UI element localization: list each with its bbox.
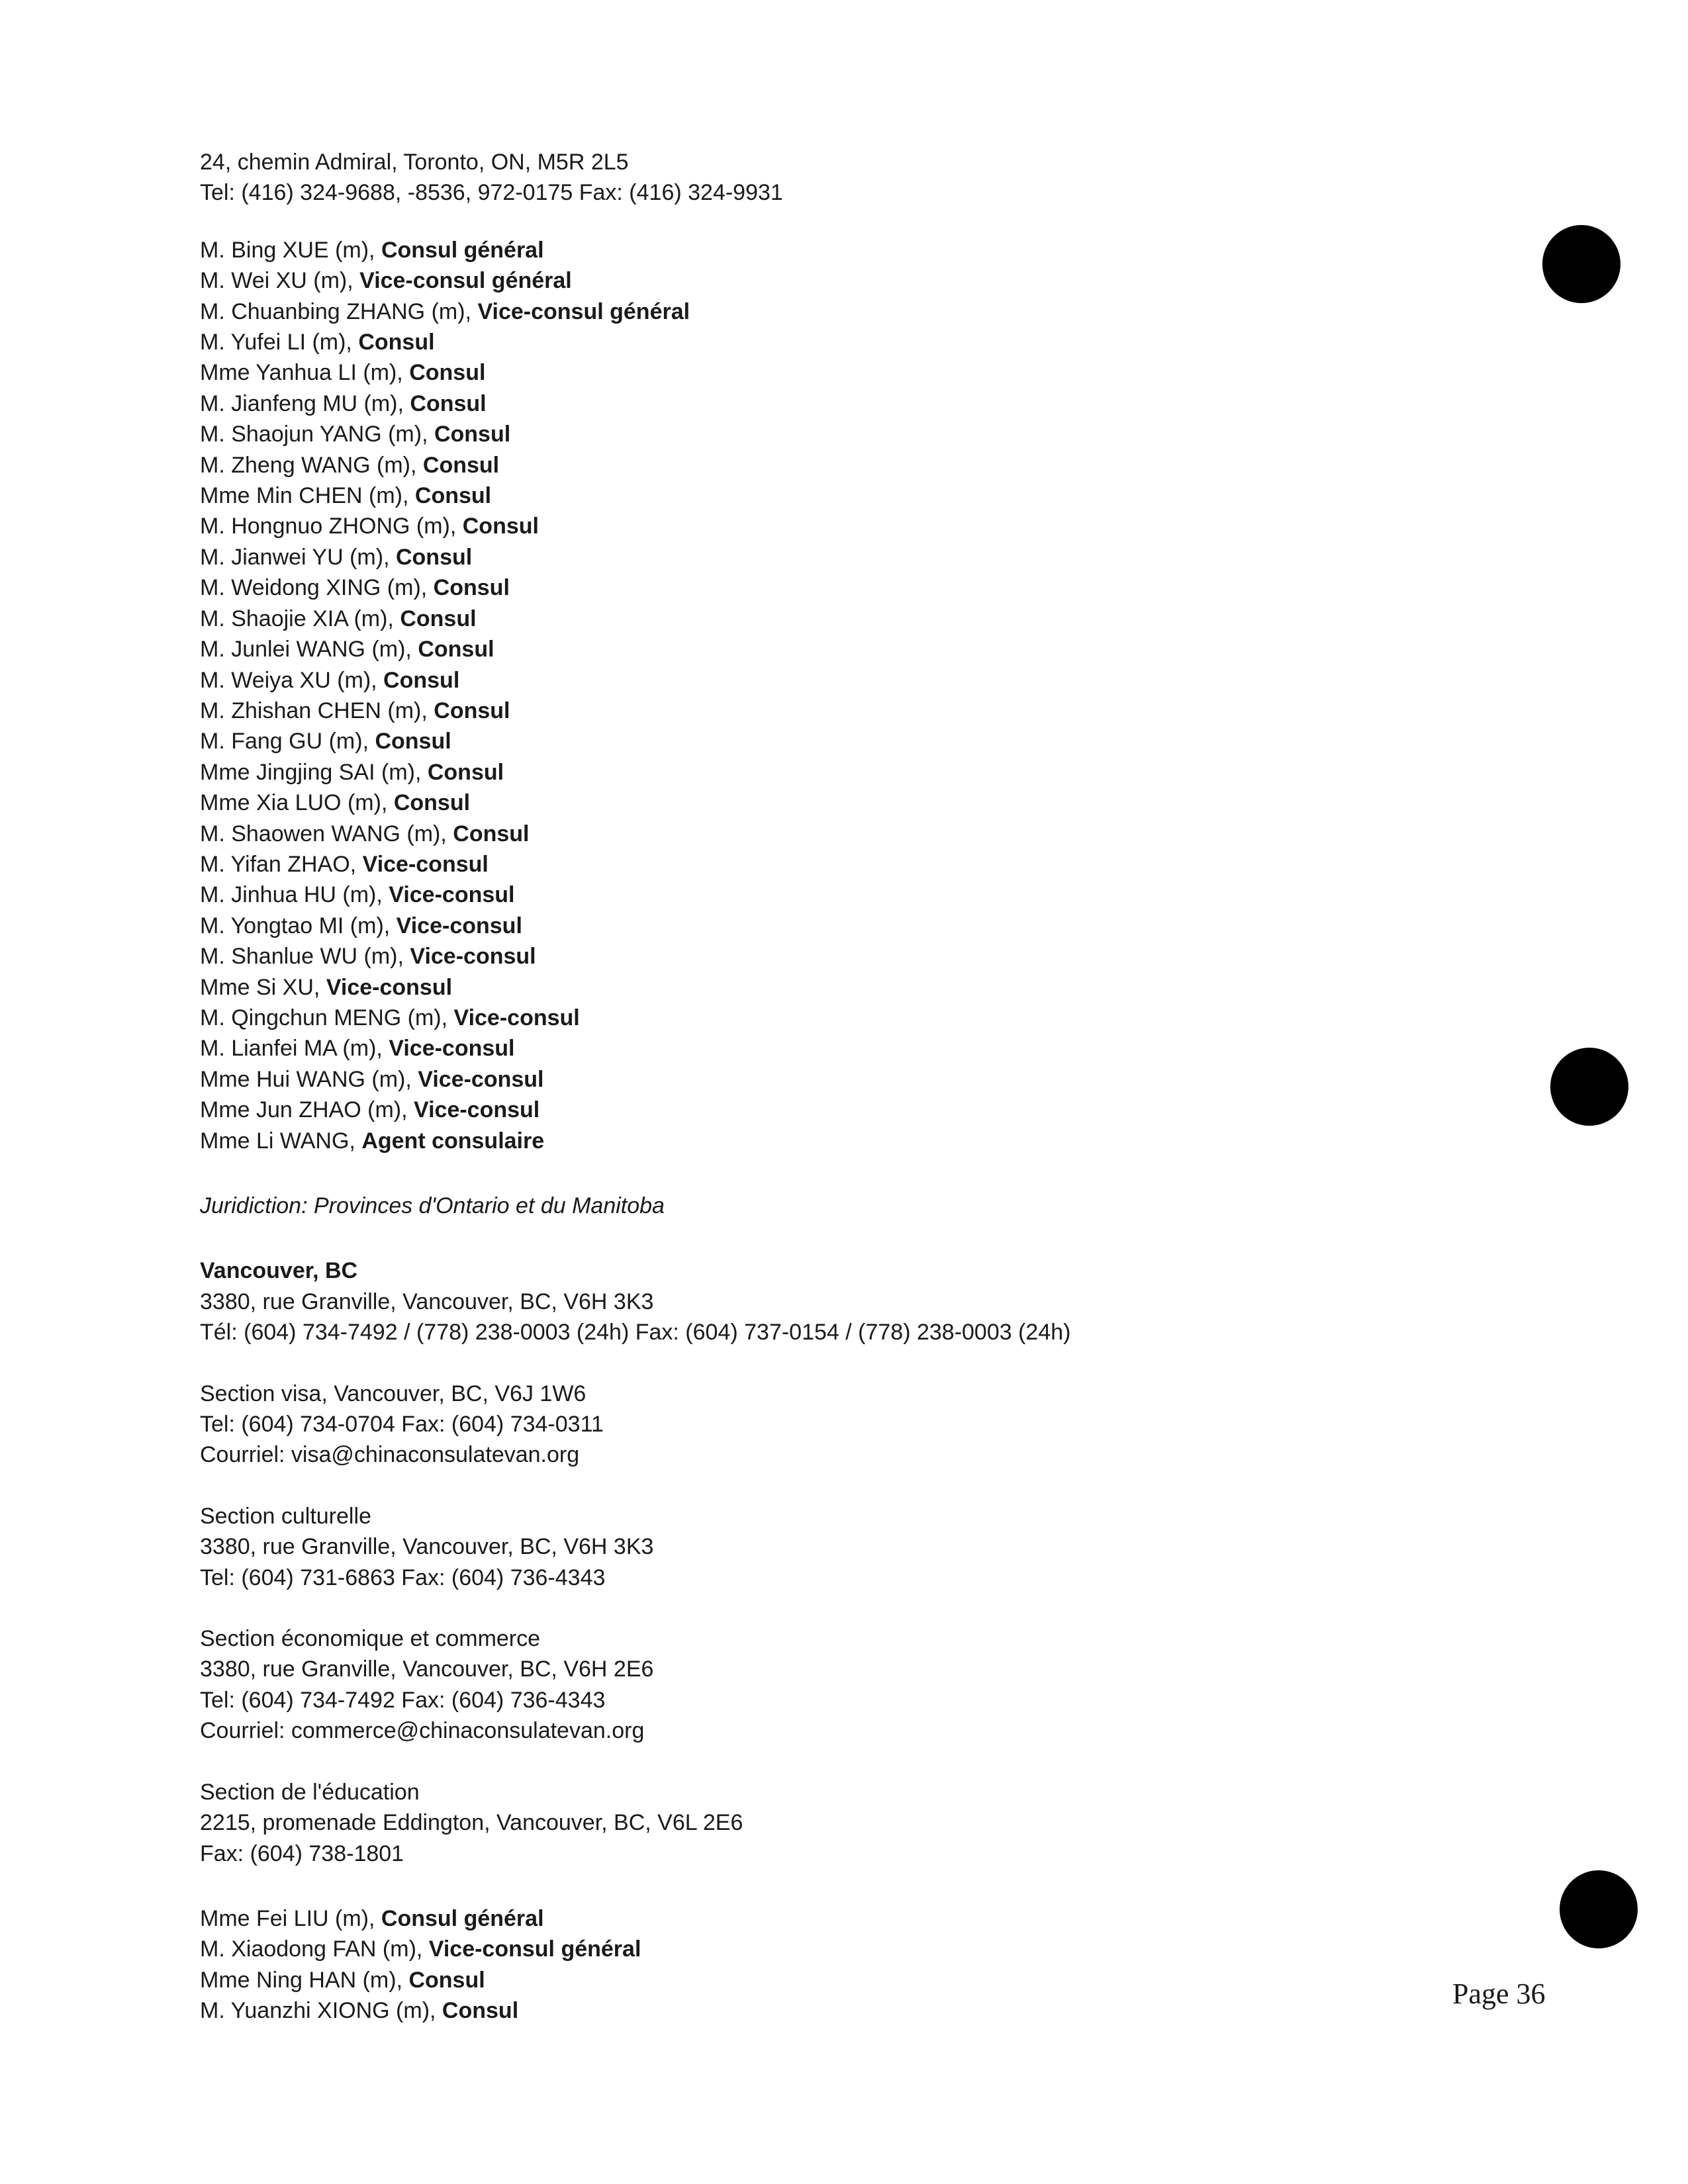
- staff-entry: [200, 511, 1458, 541]
- staff-entry: [200, 696, 1458, 726]
- staff-name: Mme Jingjing SAI (m),: [200, 759, 428, 785]
- staff-title: Vice-consul: [410, 944, 536, 970]
- staff-entry: [200, 1095, 1458, 1125]
- staff-entry: [200, 634, 1458, 664]
- staff-title: Vice-consul général: [477, 298, 690, 324]
- vancouver-phone: Tél: (604) 734-7492 / (778) 238-0003 (24h) Fax: (604) 737-0154 / (778) 238-0003 (24h): [200, 1320, 1071, 1345]
- staff-entry: [200, 1934, 1458, 1964]
- staff-title: Vice-consul: [453, 1005, 580, 1030]
- staff-title: Consul: [427, 759, 504, 785]
- toronto-staff-list: [200, 235, 1458, 1156]
- punch-hole-top: [1542, 225, 1620, 303]
- staff-entry: [200, 1064, 1458, 1095]
- staff-name: M. Junlei WANG (m),: [200, 637, 418, 662]
- staff-entry: [200, 357, 1458, 388]
- staff-entry: [200, 265, 1458, 296]
- staff-entry: [200, 665, 1458, 696]
- staff-title: Consul: [442, 1998, 519, 2024]
- staff-title: Consul: [433, 575, 510, 601]
- staff-title: Vice-consul: [326, 974, 453, 1000]
- staff-title: Consul: [422, 452, 500, 478]
- section-line: 3380, rue Granville, Vancouver, BC, V6H 3K3: [200, 1534, 654, 1560]
- page-number: Page 36: [1452, 1978, 1546, 2010]
- vancouver-commerce-section: [200, 1623, 1458, 1747]
- vancouver-heading: Vancouver, BC: [200, 1258, 358, 1284]
- staff-entry: [200, 1995, 1458, 2026]
- staff-name: M. Yifan ZHAO,: [200, 851, 363, 877]
- staff-name: M. Hongnuo ZHONG (m),: [200, 514, 463, 539]
- staff-name: Mme Hui WANG (m),: [200, 1066, 418, 1092]
- staff-entry: [200, 911, 1458, 941]
- staff-title: Agent consulaire: [361, 1128, 545, 1154]
- staff-entry: [200, 480, 1458, 511]
- staff-title: Consul: [408, 1967, 485, 1993]
- section-line: Courriel: visa@chinaconsulatevan.org: [200, 1442, 580, 1468]
- staff-name: M. Jinhua HU (m),: [200, 882, 389, 908]
- section-line: Section culturelle: [200, 1503, 371, 1529]
- staff-entry: [200, 542, 1458, 572]
- toronto-address: 24, chemin Admiral, Toronto, ON, M5R 2L5: [200, 150, 629, 175]
- staff-entry: [200, 419, 1458, 449]
- staff-entry: [200, 388, 1458, 419]
- staff-title: Consul: [409, 360, 486, 386]
- vancouver-education-section: [200, 1777, 1458, 1869]
- staff-name: M. Fang GU (m),: [200, 729, 375, 754]
- staff-name: M. Shanlue WU (m),: [200, 944, 410, 970]
- staff-entry: [200, 972, 1458, 1003]
- staff-title: Consul: [375, 729, 451, 754]
- staff-entry: [200, 1965, 1458, 1995]
- staff-name: Mme Li WANG,: [200, 1128, 362, 1154]
- staff-name: Mme Xia LUO (m),: [200, 790, 394, 816]
- vancouver-address: 3380, rue Granville, Vancouver, BC, V6H 3K3: [200, 1289, 654, 1314]
- section-line: Courriel: commerce@chinaconsulatevan.org: [200, 1718, 645, 1744]
- vancouver-staff-list: [200, 1903, 1458, 2026]
- staff-entry: [200, 1126, 1458, 1156]
- staff-name: M. Zhishan CHEN (m),: [200, 698, 434, 723]
- staff-entry: [200, 880, 1458, 910]
- staff-name: M. Yongtao MI (m),: [200, 913, 397, 938]
- staff-entry: [200, 757, 1458, 788]
- staff-title: Consul: [400, 606, 477, 631]
- section-line: 2215, promenade Eddington, Vancouver, BC, V6L 2E6: [200, 1810, 743, 1836]
- staff-title: Consul: [453, 821, 530, 846]
- staff-title: Consul: [393, 790, 471, 816]
- staff-name: M. Weidong XING (m),: [200, 575, 434, 601]
- staff-title: Consul: [414, 483, 492, 509]
- toronto-phone: Tel: (416) 324-9688, -8536, 972-0175 Fax: (416) 324-9931: [200, 180, 783, 206]
- staff-title: Consul général: [381, 237, 544, 263]
- staff-entry: [200, 726, 1458, 756]
- staff-title: Vice-consul: [389, 1036, 515, 1062]
- staff-name: M. Yufei LI (m),: [200, 330, 359, 355]
- staff-title: Consul général: [381, 1905, 544, 1931]
- staff-entry: [200, 941, 1458, 972]
- staff-name: M. Shaowen WANG (m),: [200, 821, 453, 846]
- section-line: Tel: (604) 734-0704 Fax: (604) 734-0311: [200, 1412, 604, 1437]
- staff-name: M. Jianfeng MU (m),: [200, 390, 410, 416]
- staff-title: Vice-consul: [414, 1097, 540, 1123]
- staff-title: Vice-consul: [418, 1066, 544, 1092]
- staff-name: M. Bing XUE (m),: [200, 237, 381, 263]
- staff-name: M. Weiya XU (m),: [200, 667, 384, 693]
- staff-name: Mme Si XU,: [200, 974, 326, 1000]
- document-body: [200, 147, 1458, 2026]
- staff-entry: [200, 1003, 1458, 1033]
- staff-name: M. Yuanzhi XIONG (m),: [200, 1998, 442, 2024]
- staff-title: Consul: [358, 330, 435, 355]
- staff-name: M. Zheng WANG (m),: [200, 452, 423, 478]
- staff-entry: [200, 1033, 1458, 1064]
- toronto-jurisdiction: Juridiction: Provinces d'Ontario et du Manitoba: [200, 1193, 665, 1218]
- staff-title: Consul: [383, 667, 460, 693]
- section-line: 3380, rue Granville, Vancouver, BC, V6H 2E6: [200, 1657, 654, 1682]
- staff-name: M. Qingchun MENG (m),: [200, 1005, 454, 1030]
- staff-name: M. Wei XU (m),: [200, 268, 360, 294]
- staff-entry: [200, 788, 1458, 818]
- vancouver-cultural-section: [200, 1501, 1458, 1593]
- staff-entry: [200, 327, 1458, 357]
- staff-name: M. Xiaodong FAN (m),: [200, 1936, 429, 1962]
- staff-entry: [200, 235, 1458, 265]
- staff-title: Consul: [395, 544, 473, 570]
- staff-name: Mme Ning HAN (m),: [200, 1967, 409, 1993]
- section-line: Tel: (604) 734-7492 Fax: (604) 736-4343: [200, 1687, 606, 1713]
- staff-name: Mme Fei LIU (m),: [200, 1905, 381, 1931]
- section-line: Section visa, Vancouver, BC, V6J 1W6: [200, 1381, 586, 1406]
- staff-name: M. Jianwei YU (m),: [200, 544, 396, 570]
- staff-title: Vice-consul: [396, 913, 522, 938]
- staff-entry: [200, 572, 1458, 603]
- staff-name: M. Shaojun YANG (m),: [200, 422, 434, 447]
- staff-title: Consul: [418, 637, 494, 662]
- staff-title: Consul: [462, 514, 539, 539]
- staff-title: Vice-consul: [389, 882, 515, 908]
- staff-title: Consul: [434, 422, 511, 447]
- staff-title: Vice-consul général: [359, 268, 572, 294]
- staff-name: M. Chuanbing ZHANG (m),: [200, 298, 478, 324]
- staff-name: Mme Jun ZHAO (m),: [200, 1097, 414, 1123]
- staff-entry: [200, 296, 1458, 327]
- staff-name: M. Lianfei MA (m),: [200, 1036, 389, 1062]
- staff-title: Consul: [434, 698, 510, 723]
- staff-name: M. Shaojie XIA (m),: [200, 606, 400, 631]
- vancouver-visa-section: [200, 1379, 1458, 1471]
- punch-hole-bottom: [1560, 1870, 1638, 1948]
- section-line: Tel: (604) 731-6863 Fax: (604) 736-4343: [200, 1565, 606, 1590]
- section-line: Section économique et commerce: [200, 1626, 541, 1652]
- section-line: Section de l'éducation: [200, 1779, 420, 1805]
- section-line: Fax: (604) 738-1801: [200, 1841, 404, 1866]
- staff-title: Vice-consul: [362, 851, 489, 877]
- staff-name: Mme Min CHEN (m),: [200, 483, 415, 509]
- staff-title: Vice-consul général: [428, 1936, 641, 1962]
- staff-name: Mme Yanhua LI (m),: [200, 360, 410, 386]
- punch-hole-middle: [1550, 1048, 1628, 1126]
- staff-entry: [200, 450, 1458, 480]
- staff-entry: [200, 1903, 1458, 1934]
- staff-entry: [200, 849, 1458, 880]
- staff-entry: [200, 819, 1458, 849]
- staff-title: Consul: [410, 390, 487, 416]
- staff-entry: [200, 604, 1458, 634]
